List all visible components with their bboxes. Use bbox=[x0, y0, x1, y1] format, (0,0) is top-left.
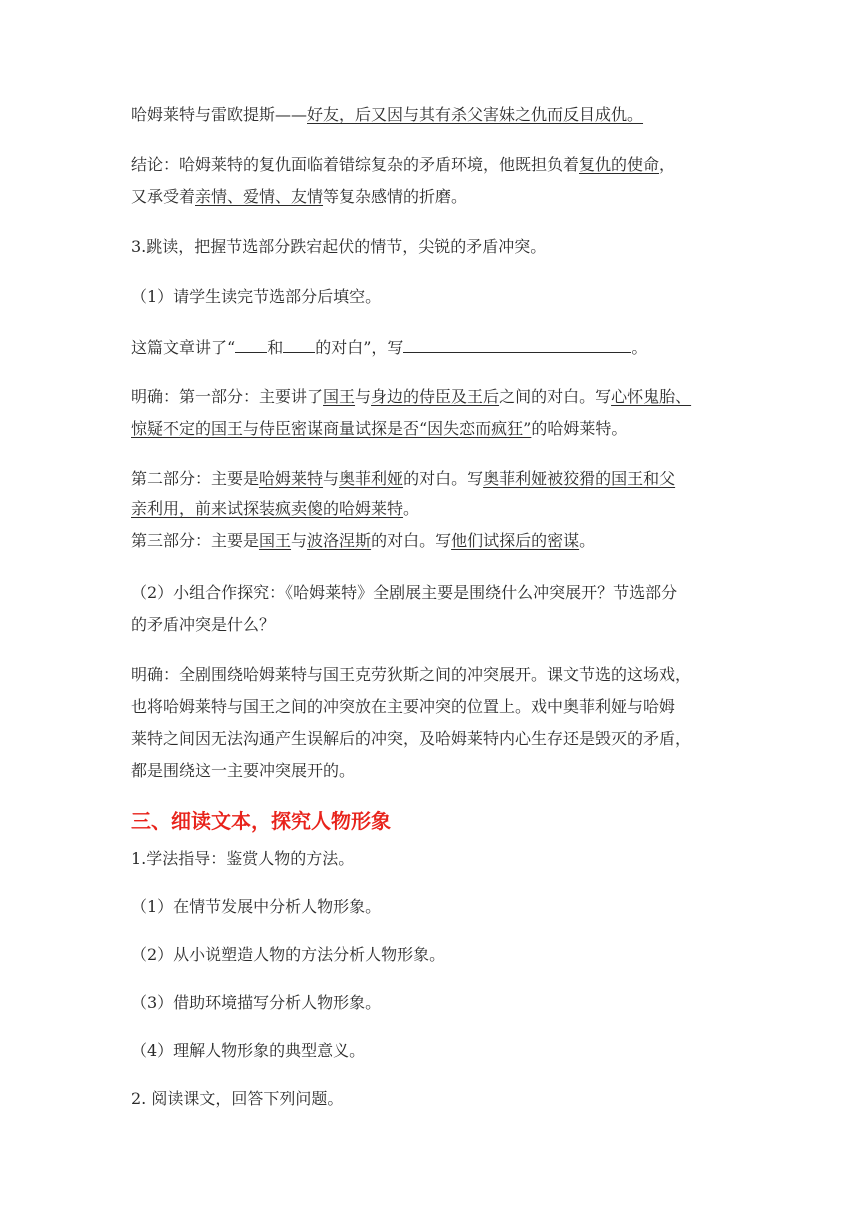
task-1-title: （1）请学生读完节选部分后填空。 bbox=[131, 287, 382, 306]
text-segment: 第三部分：主要是 bbox=[131, 531, 260, 550]
question-2-title: 2. 阅读课文，回答下列问题。 bbox=[131, 1089, 344, 1108]
method-item-1: （1）在情节发展中分析人物形象。 bbox=[131, 897, 382, 916]
fill-blank-line bbox=[131, 336, 647, 359]
answer-underlined: 他们试探后的密谋 bbox=[451, 531, 580, 550]
text-segment: 哈姆莱特与雷欧提斯—— bbox=[131, 105, 308, 124]
method-item-2: （2）从小说塑造人物的方法分析人物形象。 bbox=[131, 945, 446, 964]
answer-underlined: 国王 bbox=[323, 387, 356, 406]
answer-part3-line bbox=[131, 530, 595, 552]
text-segment: 与 bbox=[355, 387, 372, 406]
answer-underlined: 复仇的使命 bbox=[579, 155, 660, 174]
text-segment: 与 bbox=[291, 531, 308, 550]
answer-underlined: 奥菲利娅被狡猾的国王和父 bbox=[483, 469, 676, 488]
answer-underlined: 奥菲利娅 bbox=[339, 469, 404, 488]
text-segment: 。 bbox=[579, 531, 596, 550]
answer-paragraph-line-4: 都是围绕这一主要冲突展开的。 bbox=[131, 761, 356, 780]
text-segment: 第二部分：主要是 bbox=[131, 469, 260, 488]
text-segment: 结论：哈姆莱特的复仇面临着错综复杂的矛盾环境，他既担负着 bbox=[131, 155, 580, 174]
answer-underlined: 亲利用，前来试探装疯卖傻的哈姆莱特 bbox=[131, 499, 404, 518]
answer-part2-line-1 bbox=[131, 468, 675, 490]
text-segment: 这篇文章讲了“ bbox=[131, 338, 236, 357]
text-segment: 又承受着 bbox=[131, 187, 196, 206]
blank-line bbox=[235, 336, 267, 353]
text-segment: 。 bbox=[403, 499, 420, 518]
task-2-line-2: 的矛盾冲突是什么？ bbox=[131, 615, 276, 634]
text-segment: 的对白”，写 bbox=[315, 338, 404, 357]
text-segment: 等复杂感情的折磨。 bbox=[323, 187, 468, 206]
text-segment: 与 bbox=[323, 469, 340, 488]
text-segment: 。 bbox=[631, 338, 648, 357]
blank-line bbox=[283, 336, 315, 353]
answer-paragraph-line-2: 也将哈姆莱特与国王之间的冲突放在主要冲突的位置上。戏中奥菲利娅与哈姆 bbox=[131, 697, 676, 716]
method-item-3: （3）借助环境描写分析人物形象。 bbox=[131, 993, 382, 1012]
answer-underlined: 亲情、爱情、友情 bbox=[195, 187, 324, 206]
text-segment: 的哈姆莱特。 bbox=[531, 419, 628, 438]
answer-underlined: 身边的侍臣及王后 bbox=[371, 387, 500, 406]
text-segment: ， bbox=[659, 155, 676, 174]
answer-part2-line-2 bbox=[131, 498, 419, 520]
conclusion-line-1 bbox=[131, 154, 675, 176]
conclusion-line-2 bbox=[131, 186, 467, 208]
answer-underlined: 心怀鬼胎、 bbox=[611, 387, 692, 406]
answer-underlined: 好友，后又因与其有杀父害妹之仇而反目成仇。 bbox=[307, 105, 644, 124]
answer-part1-line-2 bbox=[131, 418, 627, 440]
blank-line bbox=[403, 336, 631, 353]
method-guide-title: 1.学法指导：鉴赏人物的方法。 bbox=[131, 849, 355, 868]
answer-underlined: 惊疑不定的国王与侍臣密谋商量试探是否“因失恋而疯狂” bbox=[131, 419, 532, 438]
answer-underlined: 波洛涅斯 bbox=[307, 531, 372, 550]
answer-underlined: 哈姆莱特 bbox=[259, 469, 324, 488]
answer-paragraph-line-1: 明确：全剧围绕哈姆莱特与国王克劳狄斯之间的冲突展开。课文节选的这场戏， bbox=[131, 665, 692, 684]
text-segment: 之间的对白。写 bbox=[499, 387, 612, 406]
section-3-title: 3.跳读，把握节选部分跌宕起伏的情节，尖锐的矛盾冲突。 bbox=[131, 237, 547, 256]
method-item-4: （4）理解人物形象的典型意义。 bbox=[131, 1041, 366, 1060]
task-2-line-1: （2）小组合作探究：《哈姆莱特》全剧展主要是围绕什么冲突展开？节选部分 bbox=[131, 583, 678, 602]
text-segment: 的对白。写 bbox=[371, 531, 452, 550]
text-segment: 的对白。写 bbox=[403, 469, 484, 488]
relation-laertes-line bbox=[131, 104, 643, 126]
text-segment: 明确：第一部分：主要讲了 bbox=[131, 387, 324, 406]
text-segment: 和 bbox=[267, 338, 284, 357]
section-heading: 三、细读文本，探究人物形象 bbox=[131, 809, 391, 833]
answer-paragraph-line-3: 莱特之间因无法沟通产生误解后的冲突，及哈姆莱特内心生存还是毁灭的矛盾， bbox=[131, 729, 692, 748]
answer-underlined: 国王 bbox=[259, 531, 292, 550]
answer-part1-line-1 bbox=[131, 386, 691, 408]
